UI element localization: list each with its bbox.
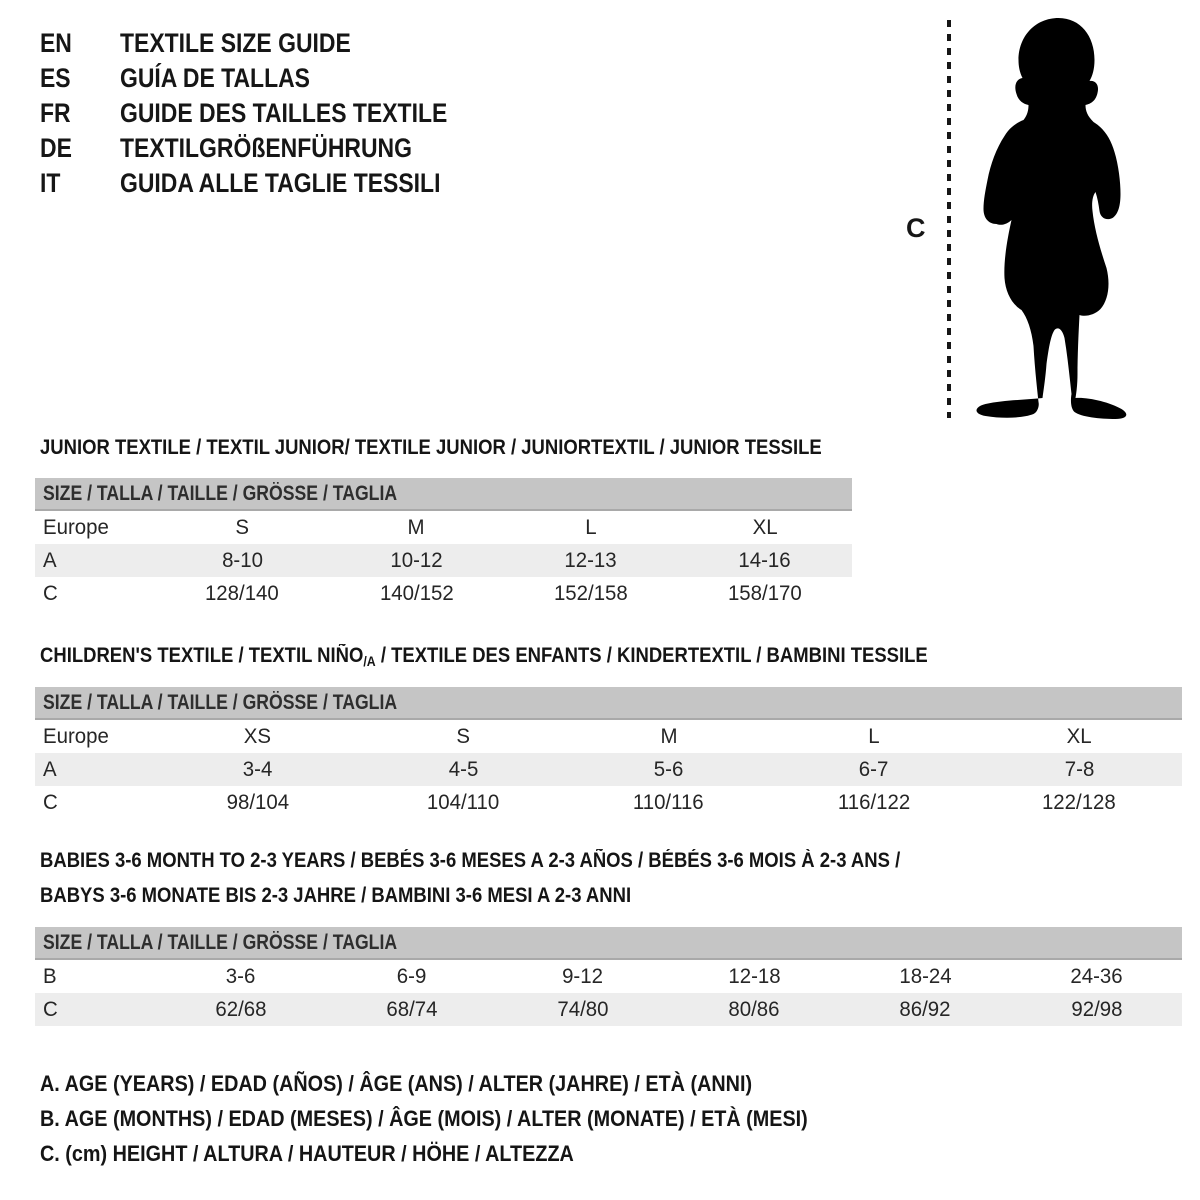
size-cell: XL: [1066, 724, 1092, 748]
babies-title-line-1: BABIES 3-6 MONTH TO 2-3 YEARS / BEBÉS 3-6 MESES A 2-3 AÑOS / BÉBÉS 3-6 MOIS À 2-3 ANS /: [40, 849, 901, 872]
height-cell: 86/92: [899, 997, 951, 1021]
age-cell: 12-18: [727, 964, 781, 988]
junior-section-title: [40, 436, 928, 460]
guide-title-en: TEXTILE SIZE GUIDE: [120, 28, 351, 58]
height-cell: 128/140: [205, 581, 280, 605]
age-cell: 5-6: [653, 757, 684, 781]
legend-line-b: B. AGE (MONTHS) / EDAD (MESES) / ÂGE (MOIS) / ALTER (MONATE) / ETÀ (MESI): [40, 1106, 808, 1131]
babies-title-line-2: BABYS 3-6 MONATE BIS 2-3 JAHRE / BAMBINI 3-6 MESI A 2-3 ANNI: [40, 884, 632, 907]
age-cell: 3-4: [242, 757, 273, 781]
toddler-silhouette: [962, 12, 1140, 422]
table-row: [35, 511, 852, 544]
height-cell: 80/86: [728, 997, 780, 1021]
age-cell: 14-16: [738, 548, 791, 572]
babies-size-header-text: SIZE / TALLA / TAILLE / GRÖSSE / TAGLIA: [43, 931, 398, 954]
size-cell: XS: [244, 724, 272, 748]
height-cell: 68/74: [386, 997, 438, 1021]
age-cell: 10-12: [390, 548, 443, 572]
table-row: [35, 960, 1182, 993]
height-cell: 74/80: [557, 997, 609, 1021]
nino-a-subscript: /A: [363, 653, 376, 669]
age-cell: 4-5: [448, 757, 478, 781]
table-row: [35, 720, 1182, 753]
row-label-height-cm: C: [43, 581, 58, 605]
height-cell: 140/152: [379, 581, 454, 605]
height-cell: 62/68: [215, 997, 267, 1021]
height-cell: 152/158: [553, 581, 628, 605]
row-label-age-months: B: [43, 964, 57, 988]
guide-title-de: TEXTILGRÖßENFÜHRUNG: [120, 133, 412, 163]
row-label-height-cm: C: [43, 997, 58, 1021]
row-label-age-years: A: [43, 548, 57, 572]
babies-section-title: [40, 843, 1018, 913]
junior-section-title-text: JUNIOR TEXTILE / TEXTIL JUNIOR/ TEXTILE JUNIOR / JUNIORTEXTIL / JUNIOR TESSILE: [40, 436, 822, 459]
size-cell: M: [407, 515, 425, 539]
children-size-table: [35, 687, 1182, 819]
language-code-de: DE: [40, 133, 72, 163]
children-section-title: [40, 644, 1049, 673]
size-cell: S: [235, 515, 249, 539]
row-label-europe: Europe: [43, 515, 109, 539]
legend-line-c: C. (cm) HEIGHT / ALTURA / HAUTEUR / HÖHE / ALTEZZA: [40, 1141, 574, 1166]
size-cell: XL: [752, 515, 778, 539]
age-cell: 6-9: [396, 964, 427, 988]
children-section-title-text: CHILDREN'S TEXTILE / TEXTIL $NIÑO_{/A}$ / TEXTILE DES ENFANTS / KINDERTEXTIL / BAMBINI TESSILE: [40, 644, 928, 669]
age-cell: 8-10: [221, 548, 263, 572]
age-cell: 7-8: [1064, 757, 1095, 781]
size-cell: S: [456, 724, 470, 748]
age-cell: 9-12: [562, 964, 604, 988]
table-row: [35, 786, 1182, 819]
height-cell: 98/104: [226, 790, 289, 814]
height-cell: 92/98: [1070, 997, 1122, 1021]
size-cell: L: [868, 724, 880, 748]
height-cell: 122/128: [1042, 790, 1117, 814]
language-code-es: ES: [40, 63, 71, 93]
language-code-en: EN: [40, 28, 72, 58]
children-size-header-bar: [35, 687, 1182, 720]
table-row: [35, 544, 852, 577]
guide-title-it: GUIDA ALLE TAGLIE TESSILI: [120, 168, 441, 198]
age-cell: 12-13: [564, 548, 617, 572]
language-code-it: IT: [40, 168, 61, 198]
row-label-europe: Europe: [43, 724, 109, 748]
size-cell: L: [584, 515, 597, 539]
guide-title-fr: GUIDE DES TAILLES TEXTILE: [120, 98, 448, 128]
language-code-fr: FR: [40, 98, 71, 128]
junior-size-header-text: SIZE / TALLA / TAILLE / GRÖSSE / TAGLIA: [43, 482, 398, 505]
size-cell: M: [659, 724, 678, 748]
row-label-age-years: A: [43, 757, 57, 781]
age-cell: 18-24: [899, 964, 952, 988]
age-cell: 6-7: [859, 757, 889, 781]
age-cell: 3-6: [225, 964, 256, 988]
height-cell: 104/110: [426, 790, 500, 814]
height-cell: 116/122: [837, 790, 911, 814]
height-measure-dashed-line: [947, 20, 951, 418]
table-row: [35, 577, 852, 610]
children-size-header-text: SIZE / TALLA / TAILLE / GRÖSSE / TAGLIA: [43, 691, 398, 714]
babies-size-table: [35, 927, 1182, 1026]
height-cell: 158/170: [727, 581, 802, 605]
height-measure-label: C: [906, 213, 926, 243]
junior-size-header-bar: [35, 478, 852, 511]
measurement-legend: [40, 1066, 893, 1171]
height-cell: 110/116: [633, 790, 704, 814]
guide-title-es: GUÍA DE TALLAS: [120, 63, 310, 93]
babies-size-header-bar: [35, 927, 1182, 960]
junior-size-table: [35, 478, 852, 610]
row-label-height-cm: C: [43, 790, 58, 814]
table-row: [35, 993, 1182, 1026]
legend-line-a: A. AGE (YEARS) / EDAD (AÑOS) / ÂGE (ANS) / ALTER (JAHRE) / ETÀ (ANNI): [40, 1071, 753, 1096]
table-row: [35, 753, 1182, 786]
age-cell: 24-36: [1070, 964, 1123, 988]
